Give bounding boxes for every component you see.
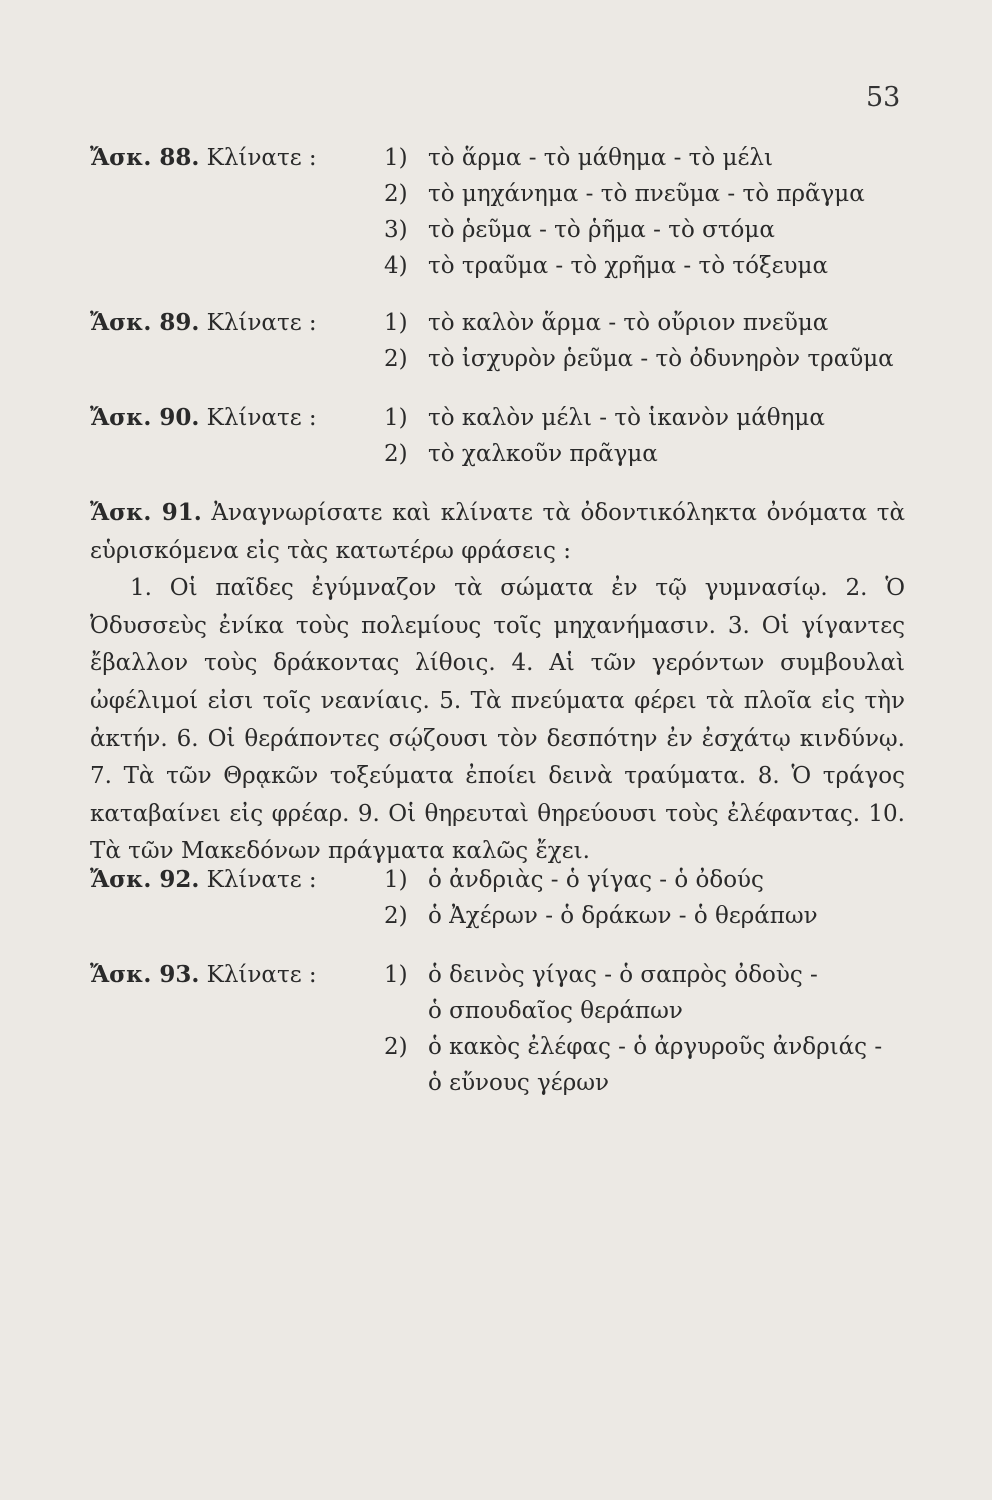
list-item bbox=[384, 248, 904, 284]
exercise-items bbox=[384, 400, 904, 472]
item-number: 3) bbox=[384, 217, 408, 243]
list-item bbox=[384, 176, 904, 212]
exercise-intro bbox=[90, 494, 905, 570]
exercise-instruction: Κλίνατε : bbox=[206, 962, 317, 988]
item-number: 4) bbox=[384, 253, 408, 279]
list-item bbox=[384, 957, 904, 993]
item-number: 1) bbox=[384, 405, 408, 431]
item-text: ὁ ἀνδριὰς - ὁ γίγας - ὁ ὀδούς bbox=[428, 867, 764, 893]
item-continuation: ὁ σπουδαῖος θεράπων bbox=[428, 998, 683, 1024]
exercise-label: Ἄσκ. 93. bbox=[90, 961, 200, 988]
item-text: ὁ κακὸς ἐλέφας - ὁ ἀργυροῦς ἀνδριάς - bbox=[428, 1034, 883, 1060]
exercise-heading bbox=[90, 400, 317, 436]
exercise-label: Ἄσκ. 88. bbox=[90, 144, 200, 171]
exercise-heading bbox=[90, 305, 317, 341]
item-text: τὸ μηχάνημα - τὸ πνεῦμα - τὸ πρᾶγμα bbox=[428, 181, 865, 207]
item-text: τὸ χαλκοῦν πρᾶγμα bbox=[428, 441, 658, 467]
list-item bbox=[384, 305, 904, 341]
list-item bbox=[384, 436, 904, 472]
item-number: 2) bbox=[384, 181, 408, 207]
list-item bbox=[384, 140, 904, 176]
exercise-instruction: Κλίνατε : bbox=[206, 310, 317, 336]
exercise-items bbox=[384, 305, 904, 377]
exercise-91 bbox=[90, 494, 905, 871]
exercise-heading bbox=[90, 862, 317, 898]
exercise-items bbox=[384, 140, 904, 284]
item-number: 2) bbox=[384, 1034, 408, 1060]
exercise-instruction: Κλίνατε : bbox=[206, 405, 317, 431]
item-text: τὸ ἰσχυρὸν ῥεῦμα - τὸ ὀδυνηρὸν τραῦμα bbox=[428, 346, 894, 372]
exercise-label: Ἄσκ. 92. bbox=[90, 866, 200, 893]
exercise-sentences: 1. Οἱ παῖδες ἐγύμναζον τὰ σώματα ἐν τῷ γυμνασίῳ. 2. Ὁ Ὀδυσσεὺς ἐνίκα τοὺς πολεμίους τοῖς μηχανήμασιν. 3. Οἱ γίγαντες ἔβαλλον τοὺς δράκοντας λίθοις. 4. Αἱ τῶν γερόντων συμβουλαὶ ὠφέλιμοί εἰσι τοῖς νεανίαις. 5. Τὰ πνεύματα φέρει τὰ πλοῖα εἰς τὴν ἀκτήν. 6. Οἱ θεράποντες σῴζουσι τὸν δεσπότην ἐν ἐσχάτῳ κινδύνῳ. 7. Τὰ τῶν Θρᾳκῶν τοξεύματα ἐποίει δεινὰ τραύματα. 8. Ὁ τράγος καταβαίνει εἰς φρέαρ. 9. Οἱ θηρευταὶ θηρεύουσι τοὺς ἐλέφαντας. 10. Τὰ τῶν Μακεδόνων πράγματα καλῶς ἔχει. bbox=[90, 575, 905, 865]
exercise-heading bbox=[90, 957, 317, 993]
exercise-instruction: Ἀναγνωρίσατε καὶ κλίνατε τὰ ὀδοντικόληκτα ὀνόματα τὰ εὑρισκόμενα εἰς τὰς κατωτέρω φράσεις : bbox=[90, 500, 905, 564]
page-number: 53 bbox=[866, 82, 901, 113]
item-number: 2) bbox=[384, 346, 408, 372]
exercise-items bbox=[384, 957, 904, 1101]
exercise-items bbox=[384, 862, 904, 934]
item-number: 2) bbox=[384, 903, 408, 929]
item-number: 1) bbox=[384, 867, 408, 893]
list-item bbox=[384, 1029, 904, 1065]
item-text: τὸ καλὸν ἅρμα - τὸ οὔριον πνεῦμα bbox=[428, 310, 829, 336]
exercise-instruction: Κλίνατε : bbox=[206, 145, 317, 171]
exercise-label: Ἄσκ. 89. bbox=[90, 309, 200, 336]
item-text: τὸ ῥεῦμα - τὸ ῥῆμα - τὸ στόμα bbox=[428, 217, 775, 243]
list-item bbox=[384, 341, 904, 377]
list-item bbox=[384, 400, 904, 436]
exercise-heading bbox=[90, 140, 317, 176]
item-text: τὸ τραῦμα - τὸ χρῆμα - τὸ τόξευμα bbox=[428, 253, 829, 279]
item-number: 1) bbox=[384, 962, 408, 988]
item-text: ὁ δεινὸς γίγας - ὁ σαπρὸς ὀδοὺς - bbox=[428, 962, 818, 988]
item-text: ὁ Ἀχέρων - ὁ δράκων - ὁ θεράπων bbox=[428, 903, 818, 929]
item-number: 1) bbox=[384, 310, 408, 336]
list-item bbox=[384, 862, 904, 898]
item-continuation: ὁ εὔνους γέρων bbox=[428, 1070, 609, 1096]
item-text: τὸ καλὸν μέλι - τὸ ἱκανὸν μάθημα bbox=[428, 405, 825, 431]
item-number: 2) bbox=[384, 441, 408, 467]
item-text: τὸ ἅρμα - τὸ μάθημα - τὸ μέλι bbox=[428, 145, 774, 171]
item-number: 1) bbox=[384, 145, 408, 171]
list-item bbox=[384, 212, 904, 248]
exercise-label: Ἄσκ. 91. bbox=[90, 499, 202, 526]
exercise-label: Ἄσκ. 90. bbox=[90, 404, 200, 431]
exercise-instruction: Κλίνατε : bbox=[206, 867, 317, 893]
list-item bbox=[384, 898, 904, 934]
